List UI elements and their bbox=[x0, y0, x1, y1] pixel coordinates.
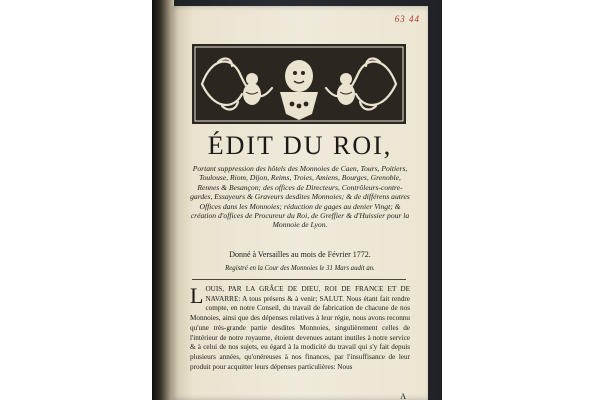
divider-rule bbox=[192, 279, 406, 280]
given-at-line: Donné à Versailles au mois de Février 1772. bbox=[229, 250, 371, 259]
registry-line: Registré en la Cour des Monnoies le 31 Mars audit an. bbox=[225, 265, 375, 272]
body-paragraph: OUIS, PAR LA GRÂCE DE DIEU, ROI DE FRANCE ET DE NAVARRE: A tous présens & à venir; SALUT. Nous étant fait rendre compte, en notre Conseil, du travail de fabrication de chacune de nos Monnoies, ainsi que des dépenses relatives à leur régie, nous avons reconnu qu'une très-grande partie desdites Monnoies, singulièrement celles de l'intérieur de notre royaume, étoient devenues autant inutiles à notre service & à celui de nos sujets, eu égard à la modicité du travail qui s'y fait depuis plusieurs années, qu'onéreuses à nos finances, par l'insuffisance de leur produit pour acquitter leurs dépenses particulières: Nous bbox=[190, 285, 410, 371]
drop-cap: L bbox=[190, 283, 204, 308]
edict-body-text bbox=[190, 285, 410, 372]
catchword: A bbox=[400, 392, 406, 401]
folio-number: 63 44 bbox=[394, 14, 420, 24]
document-page bbox=[172, 6, 428, 400]
book-spine bbox=[152, 0, 174, 400]
edict-subtitle: Portant suppression des hôtels des Monnoies de Caen, Tours, Poitiers, Toulouse, Riom, Dijon, Reims, Troies, Amiens, Bourges, Grenoble, Rennes & Besançon; des offices de Directeurs, Contrôleurs-contre-gardes, Essayeurs & Graveurs desdites Monnoies; & de différens autres Offices dans les Monnoies; réduction de gages au denier Vingt; & création d'offices de Procureur du Roi, de Greffier & d'Huissier pour la Monnoie de Lyon. bbox=[190, 164, 410, 230]
edict-title: ÉDIT DU ROI, bbox=[207, 131, 393, 160]
ornamental-headpiece-icon bbox=[192, 44, 406, 124]
